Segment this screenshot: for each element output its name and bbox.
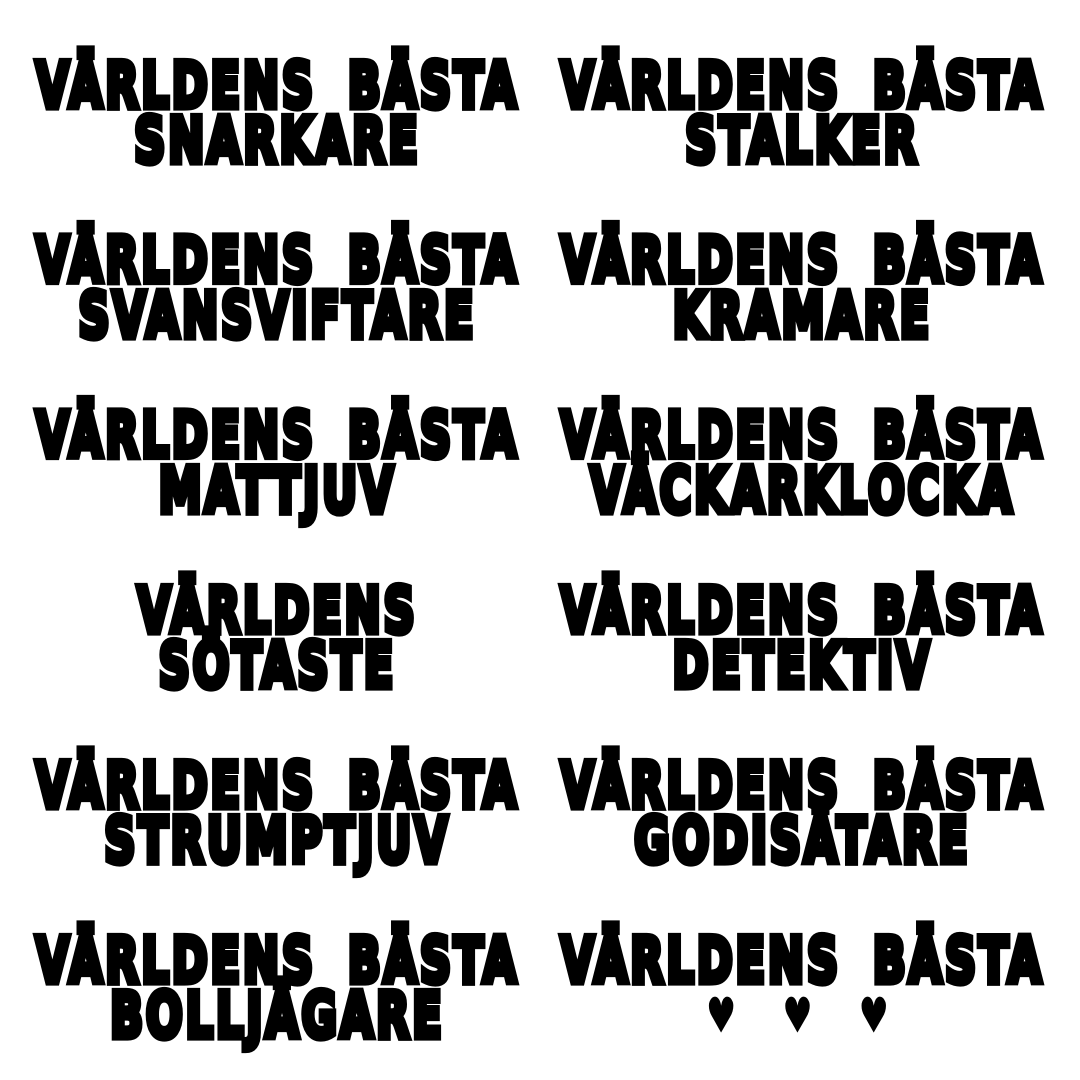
caption-text bbox=[560, 224, 1045, 353]
caption-mattjuv bbox=[15, 376, 540, 551]
caption-line1: VÄRLDENS BÄSTA bbox=[35, 749, 520, 823]
caption-ellipsis bbox=[540, 901, 1065, 1076]
caption-bolljagare bbox=[15, 901, 540, 1076]
caption-line1: VÄRLDENS BÄSTA bbox=[560, 924, 1045, 998]
caption-line2: VÄCKARKLOCKA bbox=[590, 454, 1015, 528]
caption-text bbox=[35, 49, 520, 178]
caption-line1: VÄRLDENS BÄSTA bbox=[560, 224, 1045, 298]
caption-line1: VÄRLDENS bbox=[137, 574, 418, 648]
caption-text bbox=[560, 574, 1045, 703]
caption-text bbox=[560, 924, 1045, 1046]
caption-line1: VÄRLDENS BÄSTA bbox=[560, 49, 1045, 123]
caption-text bbox=[560, 49, 1045, 178]
heart-ellipsis-icon: ♥ ♥ ♥ bbox=[705, 987, 900, 1046]
caption-text bbox=[35, 224, 520, 353]
caption-line1: VÄRLDENS BÄSTA bbox=[35, 399, 520, 473]
caption-line2: DETEKTIV bbox=[672, 629, 933, 703]
caption-line1: VÄRLDENS BÄSTA bbox=[560, 399, 1045, 473]
caption-text bbox=[137, 574, 418, 703]
caption-line2: SNARKARE bbox=[134, 104, 421, 178]
caption-detektiv bbox=[540, 551, 1065, 726]
caption-sotaste bbox=[15, 551, 540, 726]
caption-line2: BOLLJÄGARE bbox=[110, 979, 445, 1053]
caption-line1: VÄRLDENS BÄSTA bbox=[560, 749, 1045, 823]
caption-line1: VÄRLDENS BÄSTA bbox=[35, 49, 520, 123]
caption-line2: STRUMPTJUV bbox=[104, 804, 451, 878]
caption-line1: VÄRLDENS BÄSTA bbox=[35, 924, 520, 998]
caption-text bbox=[35, 749, 520, 878]
caption-svansviftare bbox=[15, 201, 540, 376]
caption-text bbox=[560, 749, 1045, 878]
caption-snarkare bbox=[15, 26, 540, 201]
caption-text bbox=[35, 399, 520, 528]
caption-stalker bbox=[540, 26, 1065, 201]
caption-vackarklocka bbox=[540, 376, 1065, 551]
caption-line2: GODISÄTARE bbox=[634, 804, 971, 878]
caption-line2: STALKER bbox=[685, 104, 920, 178]
caption-text bbox=[560, 399, 1045, 528]
caption-line1: VÄRLDENS BÄSTA bbox=[560, 574, 1045, 648]
caption-line1: VÄRLDENS BÄSTA bbox=[35, 224, 520, 298]
caption-line2: SÖTASTE bbox=[158, 629, 397, 703]
caption-line2: SVANSVIFTARE bbox=[78, 279, 477, 353]
caption-godisatare bbox=[540, 726, 1065, 901]
caption-kramare bbox=[540, 201, 1065, 376]
caption-strumptjuv bbox=[15, 726, 540, 901]
caption-grid bbox=[15, 26, 1065, 1076]
caption-line2: MATTJUV bbox=[158, 454, 397, 528]
caption-text bbox=[35, 924, 520, 1053]
caption-line2: KRAMARE bbox=[672, 279, 933, 353]
